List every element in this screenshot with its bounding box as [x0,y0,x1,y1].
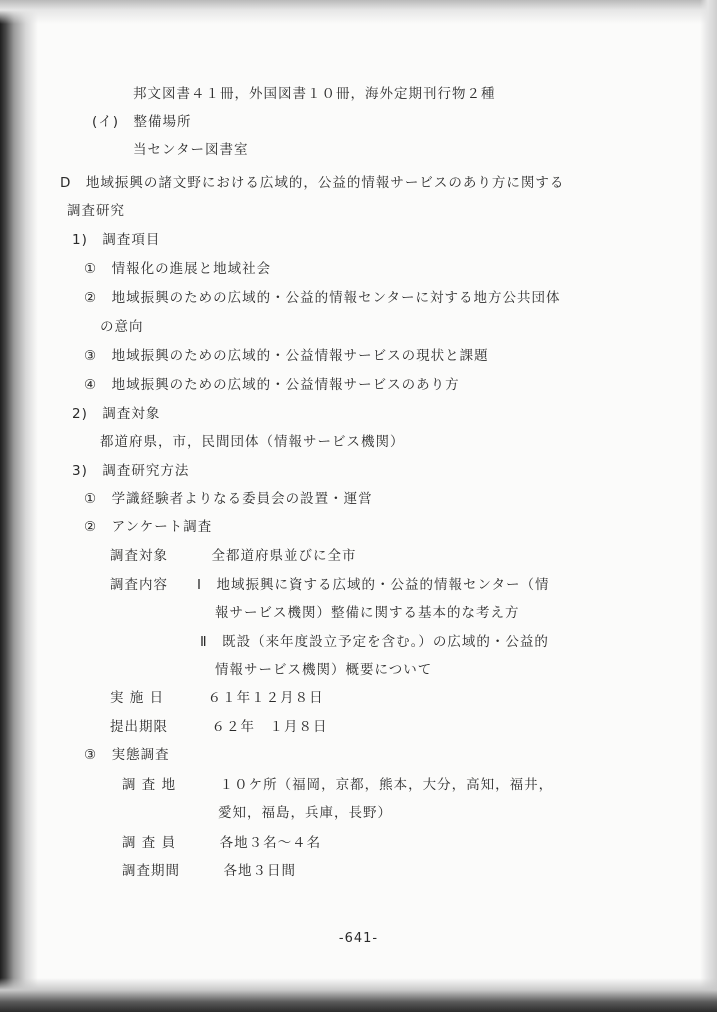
top-edge-shadow [0,0,717,24]
text-line: 当センター図書室 [133,142,249,158]
list-item: ④ 地域振興のための広域的・公益情報サービスのあり方 [84,377,460,393]
text-line: (イ) 整備場所 [92,114,192,130]
detail-line: 愛知，福島，兵庫，長野） [218,805,392,821]
list-item: ① 情報化の進展と地域社会 [84,261,272,277]
subsection-heading: 3) 調査研究方法 [72,463,190,479]
subsection-heading: 2) 調査対象 [72,406,161,422]
list-item: ② 地域振興のための広域的・公益的情報センターに対する地方公共団体 [84,290,561,306]
binding-shadow [0,0,38,1012]
right-edge-shadow [700,0,717,1012]
detail-line: 調 査 地 １０ケ所（福岡，京都，熊本，大分，高知，福井， [122,777,554,793]
section-heading: D 地域振興の諸文野における広域的，公益的情報サービスのあり方に関する [60,175,565,191]
list-item: ② アンケート調査 [84,519,213,535]
detail-line: 調査対象 全都道府県並びに全市 [110,548,357,564]
list-item: の意向 [100,319,144,335]
detail-line: 実 施 日 ６１年１２月８日 [110,690,324,706]
detail-line: 調 査 員 各地３名～４名 [122,835,322,851]
detail-line: 調査期間 各地３日間 [122,863,296,879]
section-heading: 調査研究 [67,203,125,219]
page-number: -641- [338,931,379,946]
list-item: ① 学識経験者よりなる委員会の設置・運営 [84,491,373,507]
detail-line: 報サービス機関）整備に関する基本的な考え方 [215,605,520,621]
text-line: 都道府県，市，民間団体（情報サービス機関） [100,434,405,450]
detail-line: 提出期限 ６２年 １月８日 [110,719,328,735]
detail-line: 調査内容 Ⅰ 地域振興に資する広域的・公益的情報センター（情 [110,577,550,593]
list-item: ③ 実態調査 [84,747,170,763]
text-line: 邦文図書４１冊，外国図書１０冊，海外定期刊行物２種 [133,86,496,102]
detail-line: Ⅱ 既設（来年度設立予定を含む。）の広域的・公益的 [200,634,549,650]
detail-line: 情報サービス機関）概要について [215,662,433,678]
list-item: ③ 地域振興のための広域的・公益情報サービスの現状と課題 [84,348,489,364]
subsection-heading: 1) 調査項目 [72,232,161,248]
bottom-edge-shadow [0,978,717,1012]
